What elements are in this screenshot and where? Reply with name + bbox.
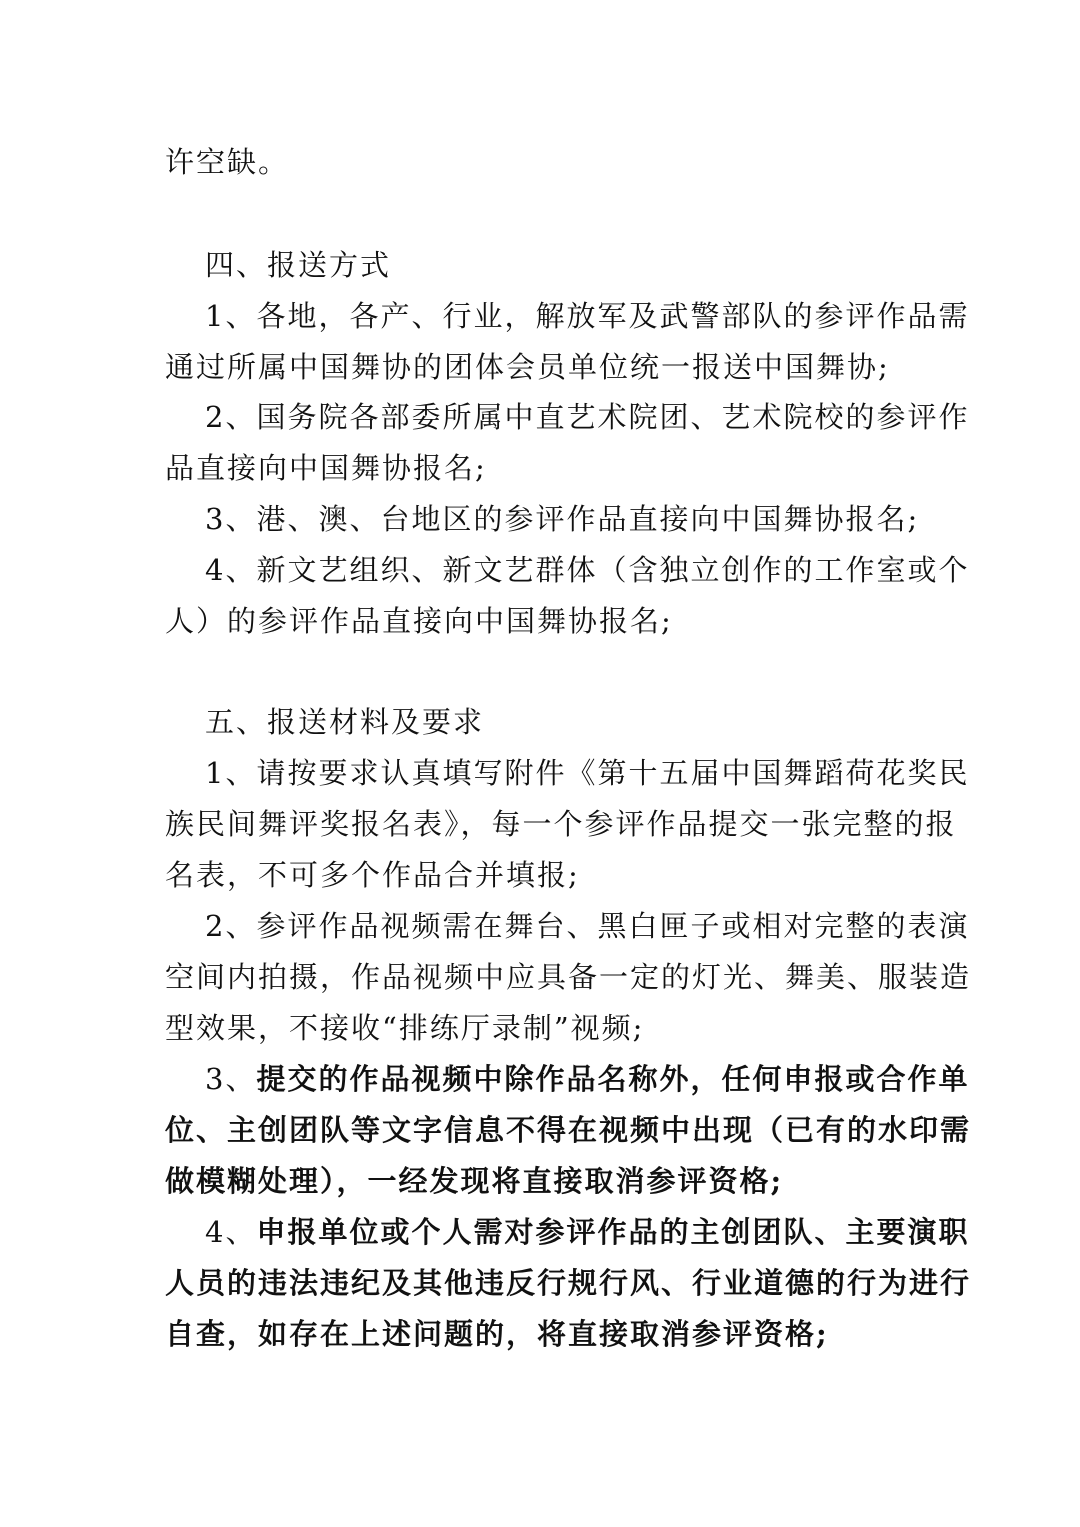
bold-text: 提交的作品视频中除作品名称外，任何申报或合作单 (256, 1062, 970, 1096)
text-line-3: 通过所属中国舞协的团体会员单位统一报送中国舞协; (165, 350, 890, 384)
text-line-9: 1、请按要求认真填写附件《第十五届中国舞蹈荷花奖民 (205, 756, 970, 790)
text-line-12: 2、参评作品视频需在舞台、黑白匣子或相对完整的表演 (205, 909, 970, 943)
item-4-number: 4、 (205, 1215, 257, 1249)
bold-item-3-line-2: 位、主创团队等文字信息不得在视频中出现（已有的水印需 (165, 1113, 972, 1147)
bold-item-3-line-3: 做模糊处理），一经发现将直接取消参评资格; (165, 1164, 784, 1198)
bold-item-4-line-3: 自查，如存在上述问题的，将直接取消参评资格; (165, 1317, 829, 1351)
item-3-number: 3、 (205, 1062, 257, 1096)
bold-item-4-line-1 (205, 1212, 970, 1252)
text-line-2: 1、各地，各产、行业，解放军及武警部队的参评作品需 (205, 299, 970, 333)
text-line-14: 型效果，不接收“排练厅录制”视频; (165, 1011, 645, 1045)
text-line-6: 3、港、澳、台地区的参评作品直接向中国舞协报名; (205, 502, 920, 536)
text-line-1: 许空缺。 (165, 145, 290, 179)
bold-item-4-line-2: 人员的违法违纪及其他违反行规行风、行业道德的行为进行 (165, 1266, 972, 1300)
bold-item-3-line-1 (205, 1059, 970, 1099)
text-line-4: 2、国务院各部委所属中直艺术院团、艺术院校的参评作 (205, 400, 970, 434)
bold-text: 申报单位或个人需对参评作品的主创团队、主要演职 (256, 1215, 970, 1249)
text-line-10: 族民间舞评奖报名表》，每一个参评作品提交一张完整的报 (165, 807, 957, 841)
text-line-13: 空间内拍摄，作品视频中应具备一定的灯光、舞美、服装造 (165, 960, 972, 994)
text-line-7: 4、新文艺组织、新文艺群体（含独立创作的工作室或个 (205, 553, 970, 587)
text-line-5: 品直接向中国舞协报名; (165, 451, 487, 485)
text-line-8: 人）的参评作品直接向中国舞协报名; (165, 604, 673, 638)
text-line-11: 名表，不可多个作品合并填报; (165, 858, 580, 892)
section-heading-5: 五、报送材料及要求 (205, 705, 485, 739)
section-heading-4: 四、报送方式 (205, 248, 392, 282)
